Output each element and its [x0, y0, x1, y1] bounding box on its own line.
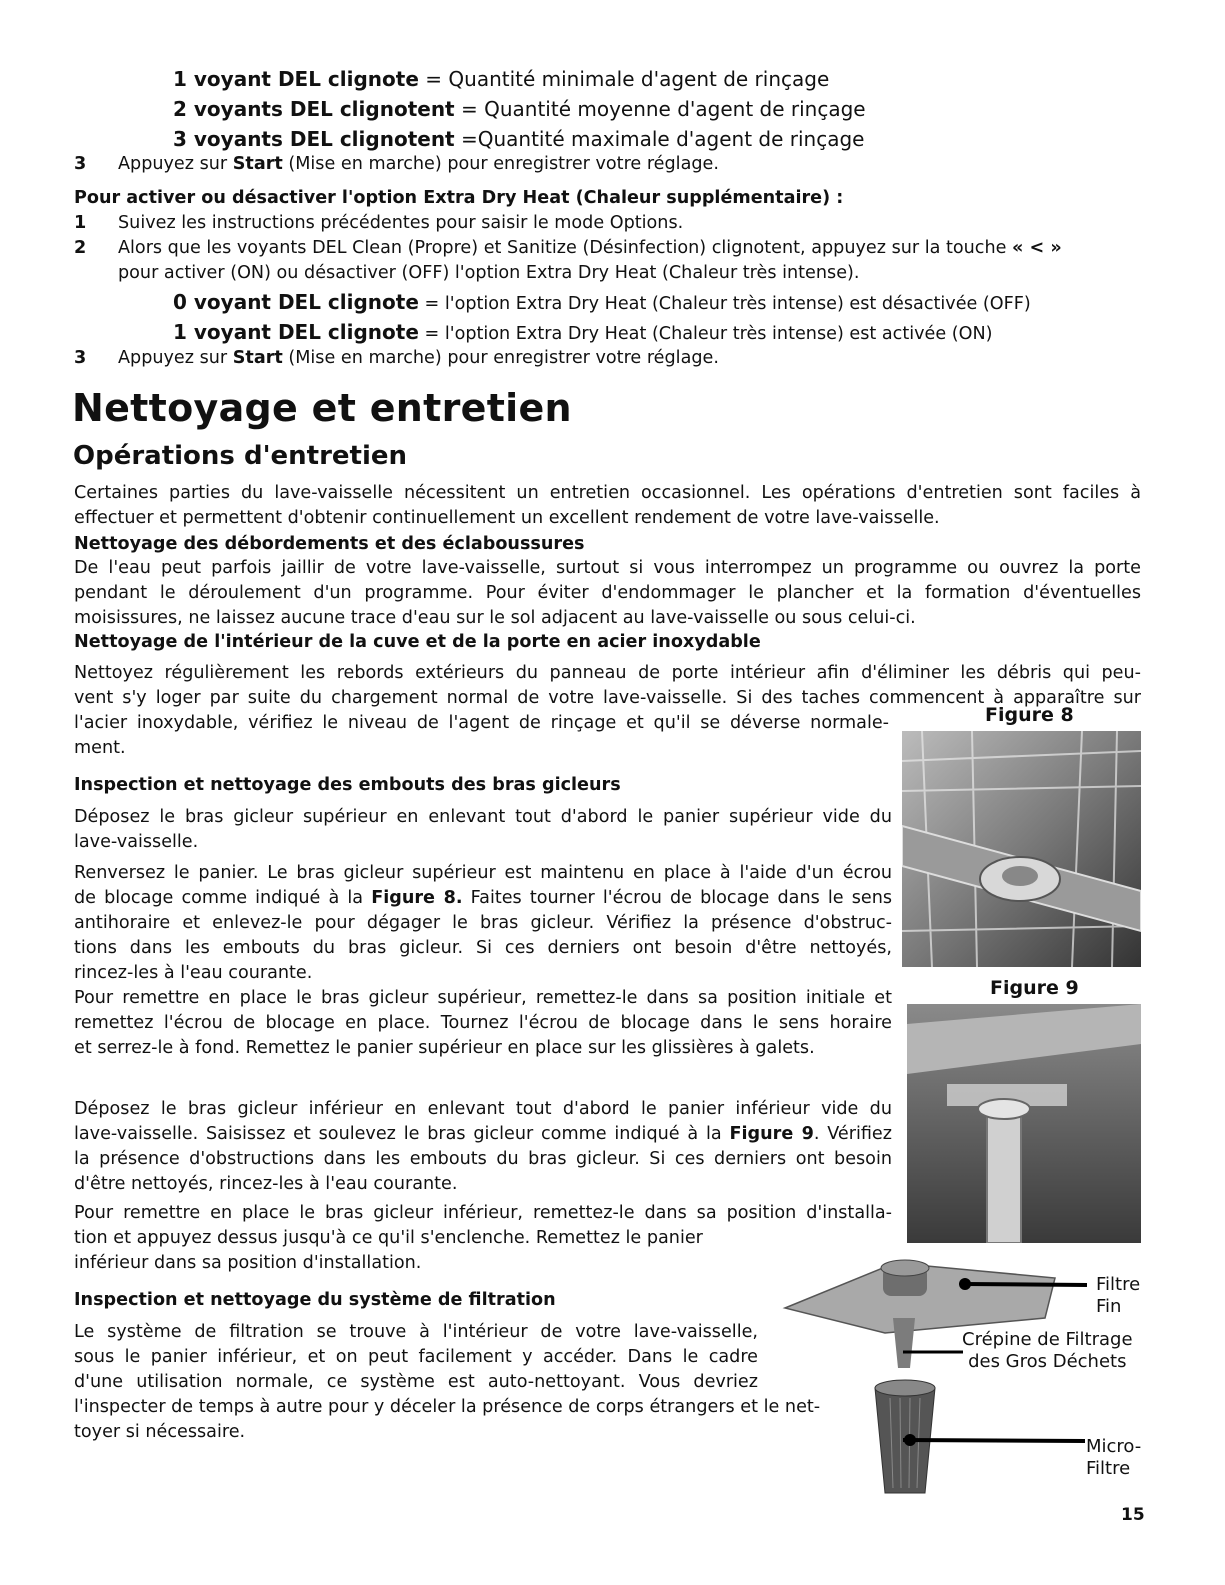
sec1-heading: Nettoyage des débordements et des éclaboussures	[74, 534, 585, 554]
sec4-paragraph-cont: l'inspecter de temps à autre pour y déceler la présence de corps étrangers et le net- toyer si nécessaire.	[74, 1397, 821, 1442]
callout-micro-filter: Micro- Filtre	[1086, 1436, 1142, 1479]
figure-8-photo	[902, 731, 1141, 967]
step-3-start-2: Appuyez sur Start (Mise en marche) pour enregistrer votre réglage.	[118, 348, 719, 368]
callout-fine-filter: Filtre Fin	[1096, 1274, 1141, 1317]
sec3-heading: Inspection et nettoyage des embouts des bras gicleurs	[74, 775, 621, 795]
sec3-p3: Pour remettre en place le bras gicleur supérieur, remettez-le dans sa position initiale et remettez l'écrou de blocage en place. Tournez l'écrou de blocage dans le sens horaire et serrez-le à fond. Remettez le panier supérieur en place sur les glissières à galets.	[74, 988, 892, 1058]
page-number: 15	[1121, 1505, 1145, 1525]
led-dry-1: 1 voyant DEL clignote = l'option Extra Dry Heat (Chaleur très intense) est activée (ON)	[173, 320, 993, 344]
sec3-p5: Pour remettre en place le bras gicleur inférieur, remettez-le dans sa position d'installa- tion et appuyez dessus jusqu'à ce qu'il s'enclenche. Remettez le panier inférieur dans sa position d'installation.	[74, 1203, 892, 1273]
extra-step-2-line2: pour activer (ON) ou désactiver (OFF) l'option Extra Dry Heat (Chaleur très intense).	[118, 263, 860, 283]
step-number: 2	[74, 238, 87, 258]
step-number: 3	[74, 348, 87, 368]
sec3-p4: Déposez le bras gicleur inférieur en enlevant tout d'abord le panier inférieur vide du lave-vaisselle. Saisissez et soulevez le bras gicleur comme indiqué à la Figure 9. Vérifiez la présence d'obstructions dans les embouts du bras gicleur. Si ces derniers ont besoin d'être nettoyés, rincez-les à l'eau courante.	[74, 1099, 892, 1194]
sec3-p1: Déposez le bras gicleur supérieur en enlevant tout d'abord le panier supérieur vide du lave-vaisselle.	[74, 807, 892, 852]
step-number: 1	[74, 213, 87, 233]
extra-step-1: Suivez les instructions précédentes pour saisir le mode Options.	[118, 213, 684, 233]
led-rinse-1: 1 voyant DEL clignote = Quantité minimale d'agent de rinçage	[173, 67, 830, 91]
page-title: Nettoyage et entretien	[72, 386, 572, 430]
intro-paragraph: Certaines parties du lave-vaisselle nécessitent un entretien occasionnel. Les opérations d'entretien sont faciles à effectuer et permettent d'obtenir continuellement un excellent rendement de votre lave-vaisselle.	[74, 483, 1141, 528]
led-rinse-3: 3 voyants DEL clignotent =Quantité maximale d'agent de rinçage	[173, 127, 865, 151]
section-title: Opérations d'entretien	[73, 441, 408, 471]
step-number: 3	[74, 154, 87, 174]
led-rinse-2: 2 voyants DEL clignotent = Quantité moyenne d'agent de rinçage	[173, 97, 866, 121]
sec1-paragraph: De l'eau peut parfois jaillir de votre lave-vaisselle, surtout si vous interrompez un programme ou ouvrez la porte pendant le déroulement d'un programme. Pour éviter d'endommager le plancher et la formation d'éventuelles moisissures, ne laissez aucune trace d'eau sur le sol adjacent au lave-vaisselle ou sous celui-ci.	[74, 558, 1141, 628]
extra-step-2-line1: Alors que les voyants DEL Clean (Propre) et Sanitize (Désinfection) clignotent, appuyez sur la touche « < »	[118, 238, 1062, 258]
callout-coarse-filter: Crépine de Filtrage des Gros Déchets	[962, 1329, 1133, 1372]
sec4-heading: Inspection et nettoyage du système de filtration	[74, 1290, 556, 1310]
figure-8-label: Figure 8	[985, 704, 1074, 726]
figure-9-label: Figure 9	[990, 977, 1079, 999]
sec2-heading: Nettoyage de l'intérieur de la cuve et de la porte en acier inoxydable	[74, 632, 761, 652]
filter-diagram	[775, 1258, 1095, 1498]
figure-9-photo	[907, 1004, 1141, 1243]
led-dry-0: 0 voyant DEL clignote = l'option Extra Dry Heat (Chaleur très intense) est désactivée (OFF)	[173, 290, 1031, 314]
sec2-paragraph-cont: l'acier inoxydable, vérifiez le niveau de l'agent de rinçage et qu'il se déverse normale- ment.	[74, 713, 889, 758]
sec3-p2: Renversez le panier. Le bras gicleur supérieur est maintenu en place à l'aide d'un écrou de blocage comme indiqué à la Figure 8. Faites tourner l'écrou de blocage dans le sens antihoraire et enlevez-le pour dégager le bras gicleur. Vérifiez la présence d'obstruc- tions dans les embouts du bras gicleur. Si ces derniers ont besoin d'être nettoyés, rincez-les à l'eau courante.	[74, 863, 893, 983]
extra-dry-heading: Pour activer ou désactiver l'option Extra Dry Heat (Chaleur supplémentaire) :	[74, 188, 844, 208]
sec4-paragraph: Le système de filtration se trouve à l'intérieur de votre lave-vaisselle, sous le panier inférieur, et on peut facilement y accéder. Dans le cadre d'une utilisation normale, ce système est auto-nettoyant. Vous devriez	[74, 1322, 758, 1392]
step-3-start: Appuyez sur Start (Mise en marche) pour enregistrer votre réglage.	[118, 154, 719, 174]
sec2-paragraph: Nettoyez régulièrement les rebords extérieurs du panneau de porte intérieur afin d'éliminer les débris qui peu- vent s'y loger par suite du chargement normal de votre lave-vaisselle. Si des taches commencent à apparaître sur	[74, 663, 1141, 708]
